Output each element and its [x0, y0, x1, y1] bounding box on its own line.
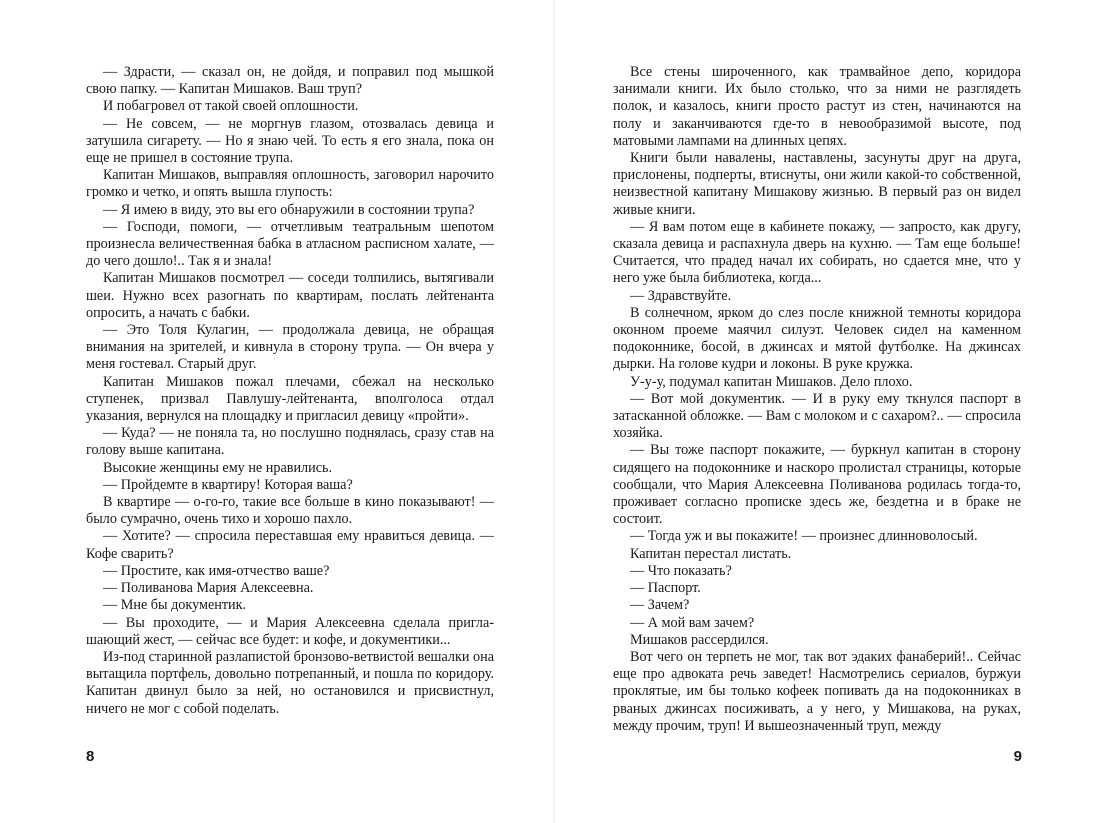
paragraph: — Мне бы документик. [103, 597, 247, 614]
page-number-right: 9 [1013, 748, 1022, 765]
paragraph: — А мой вам зачем? [630, 614, 755, 631]
paragraph: У-у-у, подумал капитан Мишаков. Дело плохо. [630, 373, 913, 390]
paragraph: — Здрасти, — сказал он, не дойдя, и поправил под мышкой свою папку. — Капитан Мишаков. Ваш труп? [86, 64, 494, 98]
paragraph: Мишаков рассердился. [630, 631, 769, 648]
left-page-text [86, 64, 494, 718]
paragraph: — Тогда уж и вы покажите! — произнес длинноволосый. [630, 528, 978, 545]
paragraph: Капитан Мишаков посмотрел — соседи толпились, вытягивали шеи. Нужно всех разогнать по квартирам, послать лейтенанта опросить, а начать с бабки. [86, 270, 494, 321]
right-page-text [613, 64, 1021, 735]
paragraph: В квартире — о-го-го, такие все больше в кино показывают! — было сумрачно, очень тихо и хорошо пахло. [86, 494, 494, 528]
paragraph: — Вы тоже паспорт покажите, — буркнул капитан в сторону сидящего на подоконнике и наскоро пролистал страницы, которые сообщали, что Мария Алексеевна Поливанова родилась тогда-то, проживает согласно прописке здесь же, бездетна и в браке не состоит. [613, 442, 1021, 528]
paragraph: Капитан Мишаков, выправляя оплошность, заговорил нарочито громко и четко, и опять вышла глупость: [86, 167, 494, 201]
paragraph: Капитан перестал листать. [630, 545, 792, 562]
paragraph: — Зачем? [630, 597, 690, 614]
paragraph: — Вот мой документик. — И в руку ему ткнулся паспорт в затасканной обложке. — Вам с молоком и с сахаром?.. — спросила хозяйка. [613, 390, 1021, 442]
paragraph: Капитан Мишаков пожал плечами, сбежал на несколько ступенек, призвал Павлушу-лейтенанта, вполголоса отдал указания, вернулся на площадку и пригласил девицу «пройти». [86, 373, 494, 425]
paragraph: — Паспорт. [630, 580, 701, 597]
paragraph: — Хотите? — спросила переставшая ему нравиться девица. — Кофе сварить? [86, 528, 494, 562]
paragraph: — Здравствуйте. [630, 287, 732, 304]
paragraph: Книги были навалены, наставлены, засунуты друг на друга, прислонены, подперты, втиснуты, они жили какой-то собственной, неизвестной капитану Мишакову жизнью. В первый раз он видел живые книги. [613, 150, 1021, 218]
paragraph: Все стены широченного, как трамвайное депо, коридора занимали книги. Их было столько, что за ними не разглядеть полок, и казалось, книги просто растут из стен, начинаются на полу и заканчиваются где-то в невообразимой высоте, под матовыми лампами на длинных цепях. [613, 64, 1021, 149]
paragraph: Из-под старинной разлапистой бронзово-ветвистой вешалки она вытащила портфель, довольно потрепанный, и пошла по коридору. Капитан двинул было за ней, но остановился и присвистнул, ничего не мог с собой поделать. [86, 648, 494, 717]
paragraph: — Пройдемте в квартиру! Которая ваша? [103, 476, 353, 493]
left-page [0, 0, 553, 823]
paragraph: — Поливанова Мария Алексеевна. [103, 580, 314, 597]
paragraph: — Простите, как имя-отчество ваше? [103, 562, 330, 579]
paragraph: — Я вам потом еще в кабинете покажу, — запросто, как другу, сказала девица и распахнула дверь на кухню. — Там еще больше! Считается, что прадед начал их собирать, но сдается мне, что у него уже была библиотека, когда... [613, 218, 1021, 287]
paragraph: — Это Толя Кулагин, — продолжала девица, не обращая внимания на зрителей, и кивнула в сторону трупа. — Он вчера у меня гостевал. Старый друг. [86, 322, 494, 373]
paragraph: — Что показать? [630, 562, 732, 579]
paragraph: Вот чего он терпеть не мог, так вот эдаких фанаберий!.. Сейчас еще про адвоката речь заведет! Насмотрелись сериалов, буржуи проклятые, им бы только кофеек попивать да на подоконниках в рваных джинсах посиживать, а у него, у Мишакова, на руках, между прочим, труп! И вышеозначенный труп, между [613, 648, 1021, 734]
paragraph: И побагровел от такой своей оплошности. [103, 98, 359, 115]
page-number-left: 8 [86, 748, 95, 765]
paragraph: — Не совсем, — не моргнув глазом, отозвалась девица и затушила сигарету. — Но я знаю чей. То есть я его знала, пока он еще не пришел в состояние трупа. [86, 115, 494, 167]
paragraph: — Куда? — не поняла та, но послушно поднялась, сразу став на голову выше капитана. [86, 425, 494, 459]
paragraph: — Господи, помоги, — отчетливым театральным шепотом произнесла величественная бабка в атласном расписном халате, — до чего дошло!.. Так я и знала! [86, 218, 494, 270]
right-page [555, 0, 1108, 823]
paragraph: В солнечном, ярком до слез после книжной темноты коридора оконном проеме маячил силуэт. Человек сидел на каменном подоконнике, босой, в джинсах и мятой футболке. На джинсах дырки. На голове кудри и локоны. В руке кружка. [613, 304, 1021, 373]
paragraph: — Вы проходите, — и Мария Алексеевна сделала приглашающий жест, — сейчас все будет: и кофе, и документики... [86, 614, 494, 648]
paragraph: Высокие женщины ему не нравились. [103, 459, 333, 476]
paragraph: — Я имею в виду, это вы его обнаружили в состоянии трупа? [103, 201, 475, 218]
